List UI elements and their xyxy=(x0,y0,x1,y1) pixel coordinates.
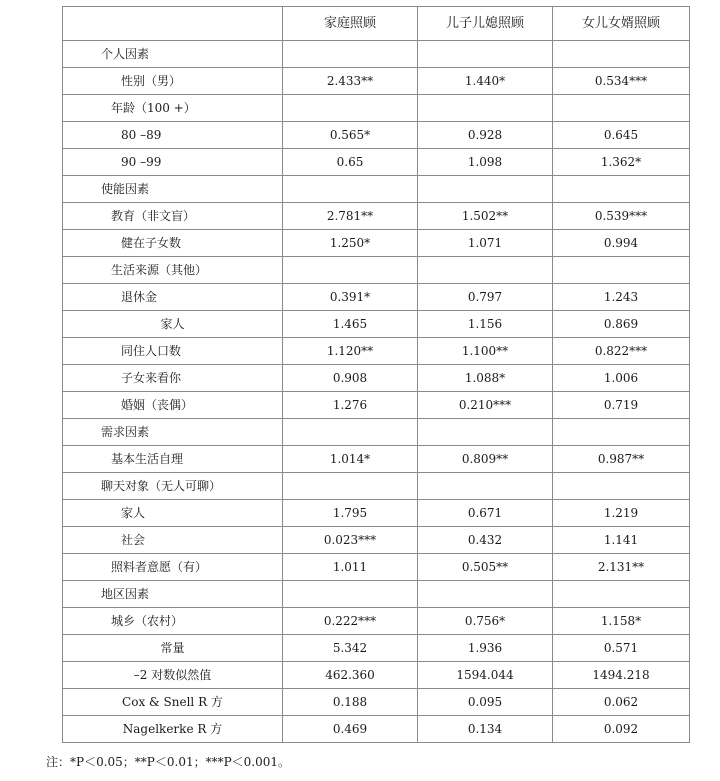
header-cell-corner xyxy=(63,7,283,41)
row-label: 常量 xyxy=(63,635,283,662)
value-cell-son-care xyxy=(418,41,553,68)
table-row xyxy=(63,176,690,203)
value-cell-family-care: 1.011 xyxy=(283,554,418,581)
header-cell-family-care: 家庭照顾 xyxy=(283,7,418,41)
row-label: 婚姻（丧偶） xyxy=(63,392,283,419)
table-row xyxy=(63,284,690,311)
value-cell-daughter-care: 0.539*** xyxy=(553,203,690,230)
table-row xyxy=(63,392,690,419)
value-cell-son-care: 0.505** xyxy=(418,554,553,581)
value-cell-family-care: 5.342 xyxy=(283,635,418,662)
row-label: 社会 xyxy=(63,527,283,554)
table-row xyxy=(63,662,690,689)
value-cell-son-care: 1.440* xyxy=(418,68,553,95)
value-cell-family-care: 2.433** xyxy=(283,68,418,95)
value-cell-daughter-care: 1.141 xyxy=(553,527,690,554)
value-cell-daughter-care xyxy=(553,581,690,608)
value-cell-son-care xyxy=(418,473,553,500)
value-cell-daughter-care: 1.006 xyxy=(553,365,690,392)
value-cell-daughter-care: 0.062 xyxy=(553,689,690,716)
value-cell-son-care: 0.928 xyxy=(418,122,553,149)
value-cell-family-care xyxy=(283,95,418,122)
value-cell-son-care: 1.936 xyxy=(418,635,553,662)
value-cell-son-care: 0.210*** xyxy=(418,392,553,419)
row-label: 教育（非文盲） xyxy=(63,203,283,230)
row-label: 性别（男） xyxy=(63,68,283,95)
row-label: 聊天对象（无人可聊） xyxy=(63,473,283,500)
table-row xyxy=(63,608,690,635)
value-cell-family-care: 1.795 xyxy=(283,500,418,527)
value-cell-daughter-care xyxy=(553,473,690,500)
table-row xyxy=(63,95,690,122)
value-cell-son-care: 0.809** xyxy=(418,446,553,473)
value-cell-son-care: 1.071 xyxy=(418,230,553,257)
value-cell-family-care: 0.65 xyxy=(283,149,418,176)
value-cell-family-care xyxy=(283,257,418,284)
value-cell-son-care: 0.134 xyxy=(418,716,553,743)
row-label: 照料者意愿（有） xyxy=(63,554,283,581)
value-cell-son-care: 0.671 xyxy=(418,500,553,527)
table-row xyxy=(63,149,690,176)
table-row xyxy=(63,635,690,662)
row-label: 基本生活自理 xyxy=(63,446,283,473)
table-row xyxy=(63,419,690,446)
row-label: 家人 xyxy=(63,500,283,527)
table-row xyxy=(63,338,690,365)
value-cell-family-care: 0.469 xyxy=(283,716,418,743)
row-label: 地区因素 xyxy=(63,581,283,608)
value-cell-family-care xyxy=(283,41,418,68)
value-cell-daughter-care: 0.534*** xyxy=(553,68,690,95)
table-row xyxy=(63,41,690,68)
value-cell-son-care: 0.797 xyxy=(418,284,553,311)
value-cell-family-care: 1.250* xyxy=(283,230,418,257)
value-cell-daughter-care: 1.158* xyxy=(553,608,690,635)
value-cell-daughter-care: 0.994 xyxy=(553,230,690,257)
value-cell-daughter-care: 2.131** xyxy=(553,554,690,581)
value-cell-family-care: 1.276 xyxy=(283,392,418,419)
table-row xyxy=(63,122,690,149)
value-cell-daughter-care: 0.719 xyxy=(553,392,690,419)
value-cell-son-care xyxy=(418,257,553,284)
value-cell-daughter-care: 0.571 xyxy=(553,635,690,662)
value-cell-family-care xyxy=(283,581,418,608)
value-cell-daughter-care: 0.092 xyxy=(553,716,690,743)
value-cell-daughter-care xyxy=(553,176,690,203)
value-cell-son-care: 1.156 xyxy=(418,311,553,338)
row-label: Nagelkerke R 方 xyxy=(63,716,283,743)
value-cell-son-care: 1.098 xyxy=(418,149,553,176)
value-cell-son-care: 1594.044 xyxy=(418,662,553,689)
table-row xyxy=(63,446,690,473)
table-row xyxy=(63,230,690,257)
value-cell-daughter-care xyxy=(553,257,690,284)
value-cell-family-care: 0.222*** xyxy=(283,608,418,635)
row-label: 家人 xyxy=(63,311,283,338)
row-label: 城乡（农村） xyxy=(63,608,283,635)
row-label: –2 对数似然值 xyxy=(63,662,283,689)
table-row xyxy=(63,581,690,608)
header-cell-daughter-care: 女儿女婿照顾 xyxy=(553,7,690,41)
row-label: 80 –89 xyxy=(63,122,283,149)
row-label: 退休金 xyxy=(63,284,283,311)
value-cell-family-care xyxy=(283,473,418,500)
value-cell-daughter-care: 0.822*** xyxy=(553,338,690,365)
table-row xyxy=(63,500,690,527)
table-row xyxy=(63,311,690,338)
table-row xyxy=(63,527,690,554)
value-cell-daughter-care: 1.243 xyxy=(553,284,690,311)
value-cell-daughter-care xyxy=(553,41,690,68)
table-row xyxy=(63,203,690,230)
value-cell-son-care xyxy=(418,95,553,122)
value-cell-son-care xyxy=(418,419,553,446)
value-cell-daughter-care: 1.362* xyxy=(553,149,690,176)
value-cell-son-care: 0.095 xyxy=(418,689,553,716)
value-cell-daughter-care: 0.869 xyxy=(553,311,690,338)
value-cell-son-care: 0.432 xyxy=(418,527,553,554)
value-cell-son-care: 0.756* xyxy=(418,608,553,635)
value-cell-son-care: 1.502** xyxy=(418,203,553,230)
row-label: 个人因素 xyxy=(63,41,283,68)
table-row xyxy=(63,257,690,284)
value-cell-daughter-care: 1494.218 xyxy=(553,662,690,689)
row-label: 使能因素 xyxy=(63,176,283,203)
value-cell-family-care: 0.565* xyxy=(283,122,418,149)
value-cell-family-care xyxy=(283,419,418,446)
table-row xyxy=(63,68,690,95)
table-row xyxy=(63,365,690,392)
value-cell-daughter-care: 0.987** xyxy=(553,446,690,473)
row-label: 需求因素 xyxy=(63,419,283,446)
value-cell-daughter-care xyxy=(553,95,690,122)
regression-table xyxy=(62,6,690,743)
value-cell-family-care: 462.360 xyxy=(283,662,418,689)
row-label: 健在子女数 xyxy=(63,230,283,257)
row-label: 生活来源（其他） xyxy=(63,257,283,284)
table-footnote: 注：*P＜0.05；**P＜0.01；***P＜0.001。 xyxy=(46,755,291,769)
value-cell-daughter-care: 0.645 xyxy=(553,122,690,149)
value-cell-daughter-care xyxy=(553,419,690,446)
value-cell-daughter-care: 1.219 xyxy=(553,500,690,527)
value-cell-family-care: 1.014* xyxy=(283,446,418,473)
row-label: 子女来看你 xyxy=(63,365,283,392)
value-cell-family-care: 0.188 xyxy=(283,689,418,716)
value-cell-family-care: 1.465 xyxy=(283,311,418,338)
table-row xyxy=(63,554,690,581)
row-label: 90 –99 xyxy=(63,149,283,176)
value-cell-son-care xyxy=(418,581,553,608)
value-cell-son-care: 1.088* xyxy=(418,365,553,392)
table-row xyxy=(63,473,690,500)
header-row xyxy=(63,7,690,41)
table-row xyxy=(63,716,690,743)
value-cell-son-care xyxy=(418,176,553,203)
table-row xyxy=(63,689,690,716)
value-cell-family-care xyxy=(283,176,418,203)
row-label: Cox & Snell R 方 xyxy=(63,689,283,716)
value-cell-family-care: 0.908 xyxy=(283,365,418,392)
value-cell-family-care: 2.781** xyxy=(283,203,418,230)
row-label: 同住人口数 xyxy=(63,338,283,365)
value-cell-family-care: 0.391* xyxy=(283,284,418,311)
header-cell-son-care: 儿子儿媳照顾 xyxy=(418,7,553,41)
row-label: 年龄（100 +） xyxy=(63,95,283,122)
value-cell-family-care: 0.023*** xyxy=(283,527,418,554)
value-cell-son-care: 1.100** xyxy=(418,338,553,365)
table-body xyxy=(63,41,690,743)
value-cell-family-care: 1.120** xyxy=(283,338,418,365)
